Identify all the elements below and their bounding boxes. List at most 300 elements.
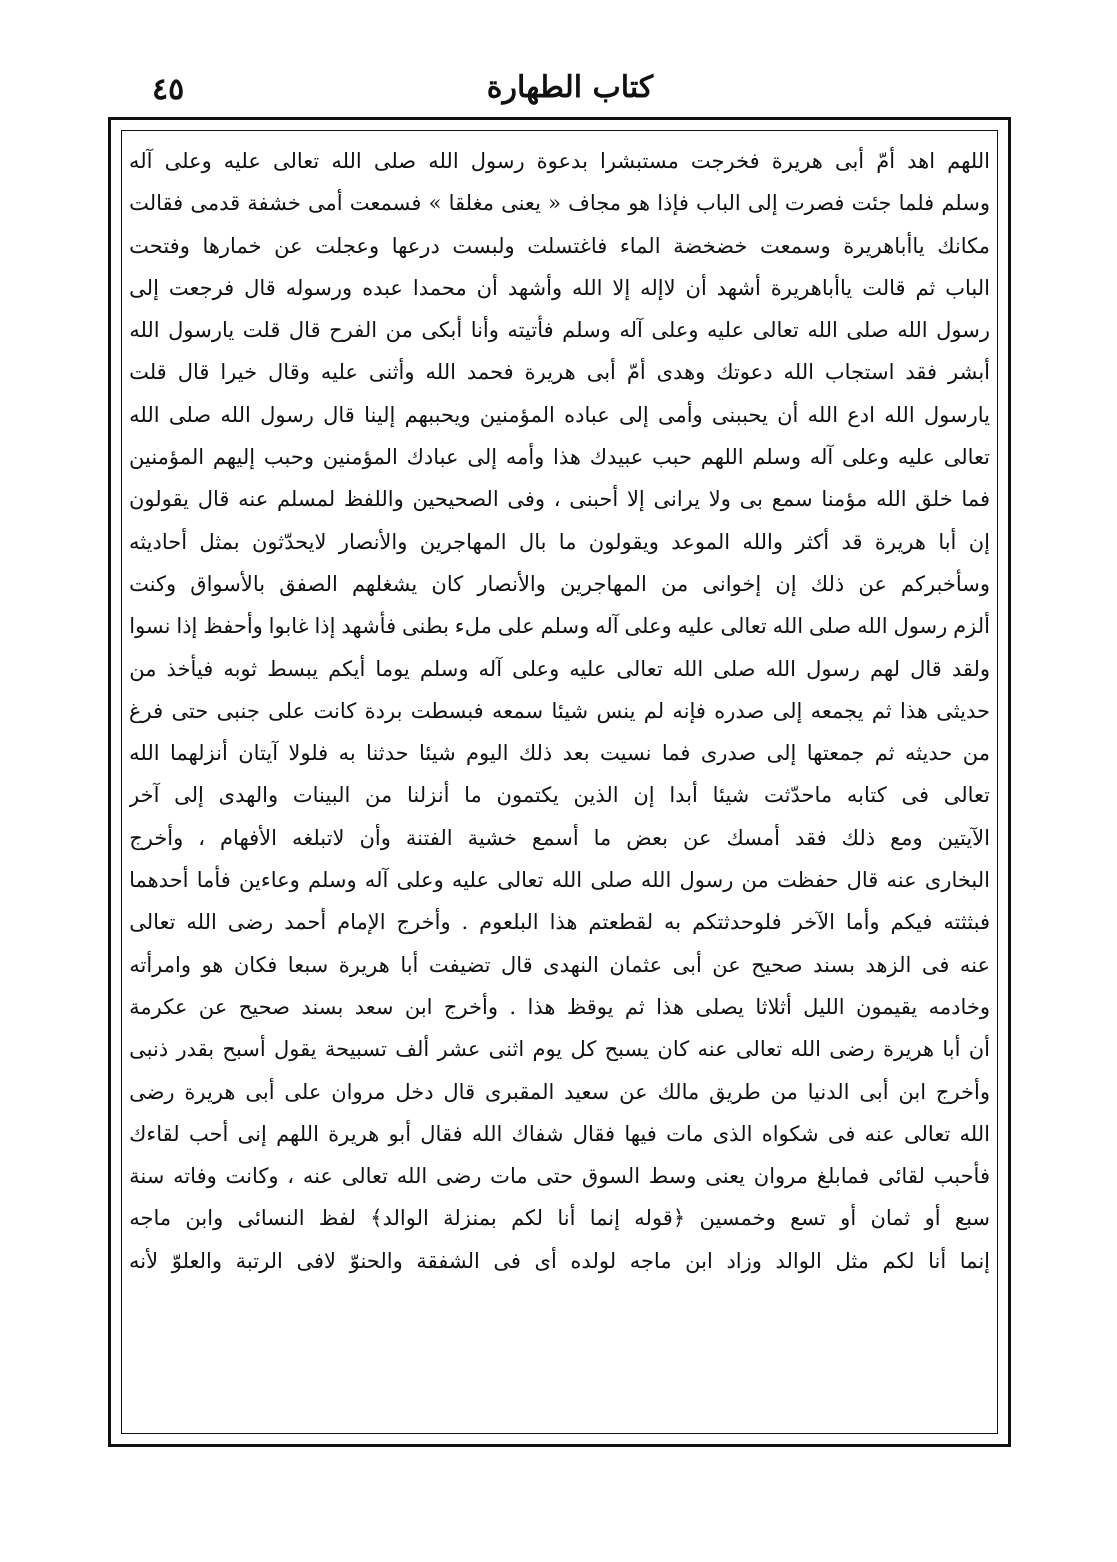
word: الله [783, 360, 814, 385]
word: تعالى [129, 910, 176, 935]
word: ولقد [951, 656, 990, 681]
text-line [129, 1028, 990, 1070]
word: والحنوّ [349, 1248, 403, 1273]
word: الله [790, 1037, 821, 1062]
word: محمدا [412, 275, 467, 300]
word: الله [572, 275, 603, 300]
word: يرانى [653, 487, 701, 512]
word: الرتبة [235, 1248, 283, 1273]
word: يقيمون [856, 994, 918, 1019]
text-line [129, 605, 990, 647]
word: يسبح [604, 1037, 650, 1062]
word: جمعتها [806, 741, 865, 766]
word: الفرح [329, 318, 378, 343]
word: يصلى [695, 994, 744, 1019]
word: آله [619, 318, 643, 343]
word: سنة [129, 1164, 165, 1189]
word: قالت [862, 275, 906, 300]
word: أى [534, 1248, 557, 1273]
word: ويحببهم [404, 402, 471, 427]
word: لأنه [129, 1248, 159, 1273]
word: شيئا [419, 741, 456, 766]
word: أمّ [626, 360, 646, 385]
word: وفى [507, 487, 546, 512]
word: ثمان [870, 1206, 911, 1231]
word: أبا [938, 529, 957, 554]
word: النهدى [543, 952, 599, 977]
word: فى [493, 1248, 521, 1273]
word: آخر [129, 783, 160, 808]
word: رسول [806, 656, 860, 681]
word: وسلم [941, 191, 990, 216]
word: شيئا [712, 783, 750, 808]
word: فأشهد [341, 614, 397, 639]
word: أكثر [795, 529, 830, 554]
word: سبعا [287, 952, 329, 977]
word: رضى [227, 910, 274, 935]
word: ياأباهريرة [770, 275, 853, 300]
word: أبى [672, 952, 702, 977]
word: فيكم [890, 910, 933, 935]
word: جئت [851, 191, 892, 216]
word: الله [428, 149, 459, 173]
word: ابن [404, 994, 433, 1019]
word: إن [775, 571, 797, 596]
word: أبا [400, 952, 419, 977]
word: وأن [359, 825, 391, 850]
text-line [129, 309, 990, 351]
word: مات [666, 1121, 704, 1146]
word: إلى [772, 698, 803, 723]
word: كل [570, 1037, 597, 1062]
word: واللفظ [343, 487, 404, 512]
word: رسول [679, 868, 734, 893]
word: وعجلت [315, 233, 380, 258]
word: سبع [954, 1206, 990, 1231]
word: لمسلم [276, 487, 336, 512]
word: الله [897, 318, 928, 343]
word: فيها [624, 1121, 657, 1146]
word: ذلك [841, 825, 876, 850]
word: عن [198, 994, 228, 1019]
word: وسط [648, 1164, 697, 1189]
word: والهدى [218, 783, 279, 808]
word: ثم [871, 698, 892, 723]
word: رسول [470, 149, 525, 173]
word: فى [827, 1121, 856, 1146]
word: بال [518, 529, 547, 554]
word: غابوا [268, 614, 309, 639]
word: نسوا [129, 614, 171, 639]
word: وعاءين [239, 868, 300, 893]
word: أبى [245, 1079, 275, 1104]
word: الله [425, 360, 456, 385]
word: هريرة [771, 149, 823, 173]
word: ادع [847, 402, 875, 427]
word: النسائى [237, 1206, 305, 1231]
word: قال [244, 275, 276, 300]
word: الوالد﴾ [370, 1206, 429, 1231]
word: خشية [467, 825, 517, 850]
word: ذنبى [129, 1037, 169, 1062]
word: الآخر [792, 910, 835, 935]
word: قال [443, 1079, 476, 1104]
word: الله [186, 910, 217, 935]
word: والأنصار [477, 571, 546, 596]
word: وأشهد [507, 275, 563, 300]
word: ثم [874, 741, 895, 766]
word: ما [464, 783, 482, 808]
word: يارسول [168, 318, 235, 343]
word: وسلم [419, 656, 469, 681]
word: فإذا [657, 191, 689, 216]
word: مثل [835, 1248, 869, 1273]
word: يبسط [267, 656, 319, 681]
word: إليهم [212, 445, 256, 470]
word: وعلى [624, 614, 672, 639]
word: البينات [292, 783, 351, 808]
word: الإمام [337, 910, 386, 935]
word: قدمى [190, 191, 241, 216]
body-text [129, 140, 990, 1282]
word: الباب [696, 191, 741, 216]
word: رسول [893, 614, 948, 639]
word: عنه [697, 1037, 728, 1062]
word: وقال [268, 360, 310, 385]
word: الله [129, 741, 160, 766]
word: عباده [564, 402, 610, 427]
word: البلعوم [479, 910, 539, 935]
word: أمّ [876, 149, 896, 173]
word: الله [772, 614, 804, 639]
word: بمنزلة [443, 1206, 497, 1231]
word: حتى [171, 698, 209, 723]
word: تعالى [497, 868, 544, 893]
word: عشر [437, 1037, 481, 1062]
word: تعالى [272, 149, 320, 173]
word: أسمع [531, 825, 579, 850]
word: ماجه [629, 1248, 672, 1273]
word: قلت [242, 318, 281, 343]
word: ، [287, 1164, 295, 1189]
word: أن [685, 275, 707, 300]
word: درعها [391, 233, 440, 258]
word: لكم [511, 1206, 544, 1231]
word: ويقولون [588, 529, 659, 554]
word: على [284, 1079, 322, 1104]
word: هذا [549, 910, 578, 935]
word: آله [129, 149, 153, 173]
word: إلى [174, 783, 204, 808]
word: فسمعت [349, 191, 422, 216]
word: صحيح [751, 952, 803, 977]
word: تسبيحة [324, 1037, 387, 1062]
word: قلت [129, 360, 167, 385]
word: قال [323, 402, 355, 427]
word: يجمعه [810, 698, 864, 723]
word: ولبست [452, 233, 515, 258]
word: حديثه [904, 741, 953, 766]
word: عليه [320, 360, 358, 385]
word: اللهم [700, 445, 744, 470]
word: عثمان [609, 952, 663, 977]
word: وأنا [470, 318, 499, 343]
word: وأخرج [129, 825, 184, 850]
word: ذلك [810, 571, 845, 596]
word: فحمد [466, 360, 514, 385]
word: وأخرج [396, 910, 451, 935]
word: فمابلغ [816, 1164, 870, 1189]
word: عنه [238, 487, 269, 512]
word: وفاته [173, 1164, 217, 1189]
word: المؤمنين [479, 402, 555, 427]
page-frame [108, 117, 1011, 1447]
word: وهدى [656, 360, 706, 385]
word: هريرة [874, 529, 926, 554]
word: هريرة [524, 360, 576, 385]
text-line [129, 690, 990, 732]
word: عن [274, 233, 303, 258]
word: عليه [569, 656, 607, 681]
word: عليه [677, 614, 715, 639]
word: بطنى [402, 614, 449, 639]
word: فقد [795, 825, 827, 850]
text-line [129, 901, 990, 943]
word: بسند [301, 994, 344, 1019]
word: وكانت [225, 1164, 279, 1189]
word: أبا [942, 1037, 961, 1062]
word: بدعوة [536, 149, 588, 173]
word: الباب [945, 275, 990, 300]
word: طريق [709, 1079, 761, 1104]
word: مروان [331, 1079, 386, 1104]
text-line [129, 1113, 990, 1155]
text-line [129, 478, 990, 520]
page-number: ٤٥ [152, 72, 185, 107]
word: فرجعت [168, 275, 235, 300]
text-line [129, 140, 990, 182]
word: البخارى [924, 868, 990, 893]
word: عبادك [406, 445, 459, 470]
text-line [129, 267, 990, 309]
word: اثنى [488, 1037, 525, 1062]
word: الشفقة [416, 1248, 480, 1273]
word: فأحبب [933, 1164, 990, 1189]
word: تعالى [904, 1121, 951, 1146]
word: الله [765, 656, 797, 681]
word: صلى [808, 614, 852, 639]
text-line [129, 436, 990, 478]
word: عنه [886, 868, 917, 893]
word: فقد [905, 360, 938, 385]
word: ابن [898, 1079, 927, 1104]
word: قال [197, 487, 230, 512]
word: تعالى [943, 445, 990, 470]
word: صلى [713, 656, 756, 681]
word: تعالى [616, 656, 663, 681]
word: أبو [388, 1121, 412, 1146]
word: يشغلهم [351, 571, 418, 596]
word: . [461, 910, 469, 935]
word: يكتمون [496, 783, 559, 808]
word: الله [396, 1164, 428, 1189]
word: وأثنى [368, 360, 415, 385]
word: خلق [915, 487, 953, 512]
word: فقال [572, 1121, 616, 1146]
word: « [548, 191, 561, 216]
word: إلى [618, 402, 649, 427]
word: أشهد [716, 275, 761, 300]
word: تعالى [943, 783, 990, 808]
word: تضيفت [428, 952, 491, 977]
word: سمع [771, 487, 813, 512]
word: لم [643, 698, 665, 723]
word: لولده [570, 1248, 617, 1273]
word: فيأخذ [166, 656, 214, 681]
word: ذلك [518, 741, 553, 766]
word: الله [672, 656, 704, 681]
word: من [129, 656, 157, 681]
word: صلى [846, 318, 889, 343]
word: إذا [176, 614, 198, 639]
word: بعض [626, 825, 668, 850]
word: إلينا [364, 402, 396, 427]
word: بسند [813, 952, 855, 977]
word: لكم [882, 1248, 915, 1273]
word: بقدر [176, 1037, 215, 1062]
word: وابن [185, 1206, 224, 1231]
word: جنبى [216, 698, 260, 723]
word: أمى [308, 191, 343, 216]
word: هريرة [328, 1121, 380, 1146]
word: أبدا [669, 783, 698, 808]
word: بى [739, 487, 763, 512]
word: اهد [907, 149, 936, 173]
word: ما [558, 529, 577, 554]
word: الله [884, 402, 915, 427]
word: أبكى [421, 318, 463, 343]
word: الذى [712, 1121, 753, 1146]
word: بردة [364, 698, 403, 723]
word: سمعه [492, 698, 544, 723]
word: وأحفظ [203, 614, 263, 639]
word: فإنه [672, 698, 706, 723]
word: فبثثته [943, 910, 990, 935]
word: ياأباهريرة [843, 233, 925, 258]
word: آله [364, 868, 389, 893]
word: مجاف [568, 191, 622, 216]
word: عن [682, 825, 712, 850]
word: ثوبه [223, 656, 258, 681]
word: أنا [928, 1248, 947, 1273]
text-line [129, 351, 990, 393]
word: أنا [557, 1206, 576, 1231]
word: أن [777, 402, 799, 427]
word: آله [595, 614, 619, 639]
word: لاإله [640, 275, 676, 300]
text-line [129, 1071, 990, 1113]
word: نسيت [599, 741, 652, 766]
word: قال [177, 360, 210, 385]
word: وامرأته [129, 952, 191, 977]
word: استجاب [824, 360, 895, 385]
word: ألزم [953, 614, 990, 639]
word: الله [876, 487, 907, 512]
word: عبده [362, 275, 403, 300]
word: فما [661, 741, 691, 766]
word: الله [331, 149, 362, 173]
word: فلولا [288, 741, 329, 766]
word: ماحدّثت [764, 783, 833, 808]
word: لايحدّثون [251, 529, 327, 554]
word: من [661, 571, 689, 596]
word: حتى [536, 1164, 574, 1189]
word: يقول [274, 1037, 317, 1062]
word: والعلوّ [171, 1248, 223, 1273]
word: لافى [296, 1248, 337, 1273]
word: فما [961, 487, 990, 512]
word: كانت [313, 698, 357, 723]
word: أن [476, 275, 498, 300]
word: قال [846, 868, 879, 893]
word: قد [841, 529, 863, 554]
word: المؤمنين [322, 445, 398, 470]
word: مروان [753, 1164, 809, 1189]
word: إخوانى [702, 571, 762, 596]
word: أسبح [222, 1037, 266, 1062]
word: فقالت [129, 191, 184, 216]
word: خشفة [247, 191, 301, 216]
word: حديثى [936, 698, 990, 723]
word: الوالد [775, 1248, 822, 1273]
word: أنزلهما [169, 741, 228, 766]
word: قال [288, 318, 321, 343]
word: اليوم [466, 741, 509, 766]
text-line [129, 182, 990, 224]
word: قال [500, 952, 533, 977]
word: إلى [766, 741, 797, 766]
word: به [664, 910, 682, 935]
word: فخرجت [690, 149, 760, 173]
word: يقولون [129, 487, 189, 512]
word: إنما [589, 1206, 620, 1231]
word: وعلى [164, 149, 212, 173]
word: أحدهما [129, 868, 189, 893]
word: أبشر [948, 360, 990, 385]
word: إنما [959, 1248, 990, 1273]
word: بمثل [199, 529, 240, 554]
word: به [338, 741, 356, 766]
word: وأمه [505, 445, 545, 470]
word: عكرمة [129, 994, 188, 1019]
word: فأما [196, 868, 231, 893]
word: إنى [237, 1121, 267, 1146]
word: ، [198, 825, 206, 850]
word: الصفق [279, 571, 338, 596]
word: هريرة [882, 1037, 935, 1062]
word: وأما [845, 910, 880, 935]
text-line [129, 225, 990, 267]
word: شيئا [551, 698, 589, 723]
word: الأفهام [220, 825, 277, 850]
word: ابن [685, 1248, 713, 1273]
word: بالأسواق [190, 571, 266, 596]
word: صلى [373, 149, 417, 173]
word: يارسول [923, 402, 990, 427]
word: تعالى [752, 318, 799, 343]
word: ثم [915, 275, 936, 300]
word: صلى [168, 402, 212, 427]
